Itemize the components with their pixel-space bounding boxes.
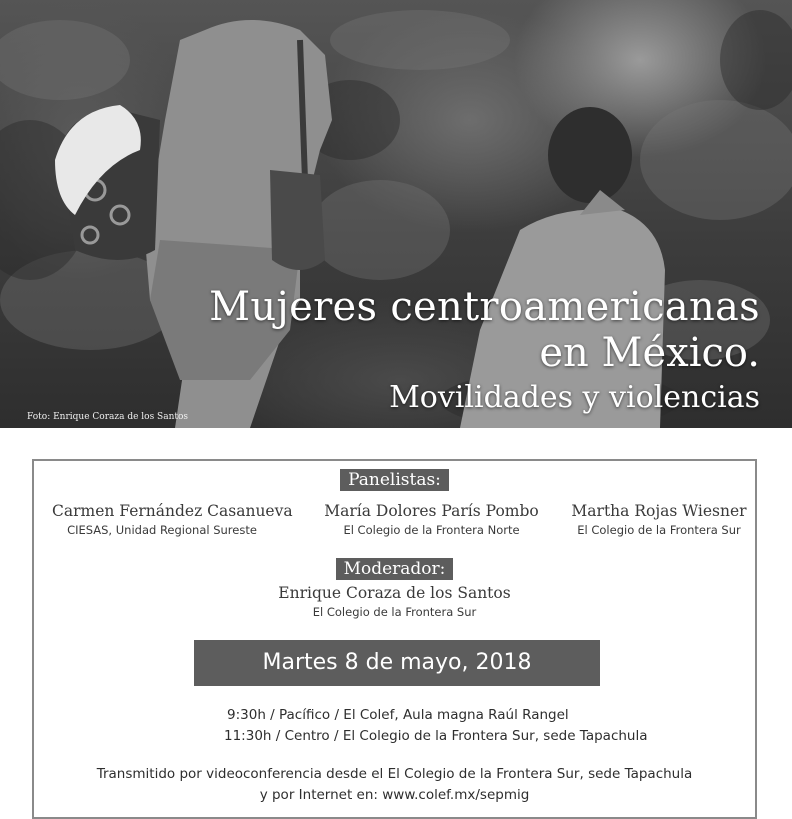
schedule-line-1: 9:30h / Pacífico / El Colef, Aula magna Raúl Rangel [227,707,569,723]
broadcast-line-2: y por Internet en: www.colef.mx/sepmig [259,787,530,803]
panelist-name: Carmen Fernández Casanueva [52,502,293,520]
panelist-institution: El Colegio de la Frontera Sur [577,523,741,537]
panelists-label: Panelistas: [340,469,449,491]
photo-credit: Foto: Enrique Coraza de los Santos [27,412,189,422]
moderator-name: Enrique Coraza de los Santos [278,584,511,602]
panelist-1 [52,502,293,537]
moderator [34,584,755,619]
moderator-institution: El Colegio de la Frontera Sur [312,605,477,619]
event-subtitle: Movilidades y violencias [389,380,760,415]
schedule-line-2: 11:30h / Centro / El Colegio de la Frontera Sur, sede Tapachula [224,728,648,744]
title-line-1: Mujeres centroamericanas [209,284,760,330]
panelist-institution: CIESAS, Unidad Regional Sureste [67,523,257,537]
panelists-label-wrap [34,469,755,491]
event-info-box [32,459,757,819]
panelist-3 [569,502,749,537]
event-date: Martes 8 de mayo, 2018 [194,640,600,686]
panelist-name: Martha Rojas Wiesner [571,502,747,520]
broadcast-line-1: Transmitido por videoconferencia desde el El Colegio de la Frontera Sur, sede Tapachula [96,766,693,782]
moderator-label-wrap [34,558,755,580]
event-schedule [224,705,648,747]
panelist-name: María Dolores París Pombo [324,502,539,520]
moderator-label: Moderador: [336,558,454,580]
panelist-institution: El Colegio de la Frontera Norte [343,523,520,537]
event-title [140,284,760,418]
panelist-2 [319,502,544,537]
title-line-2: en México. [539,330,760,376]
